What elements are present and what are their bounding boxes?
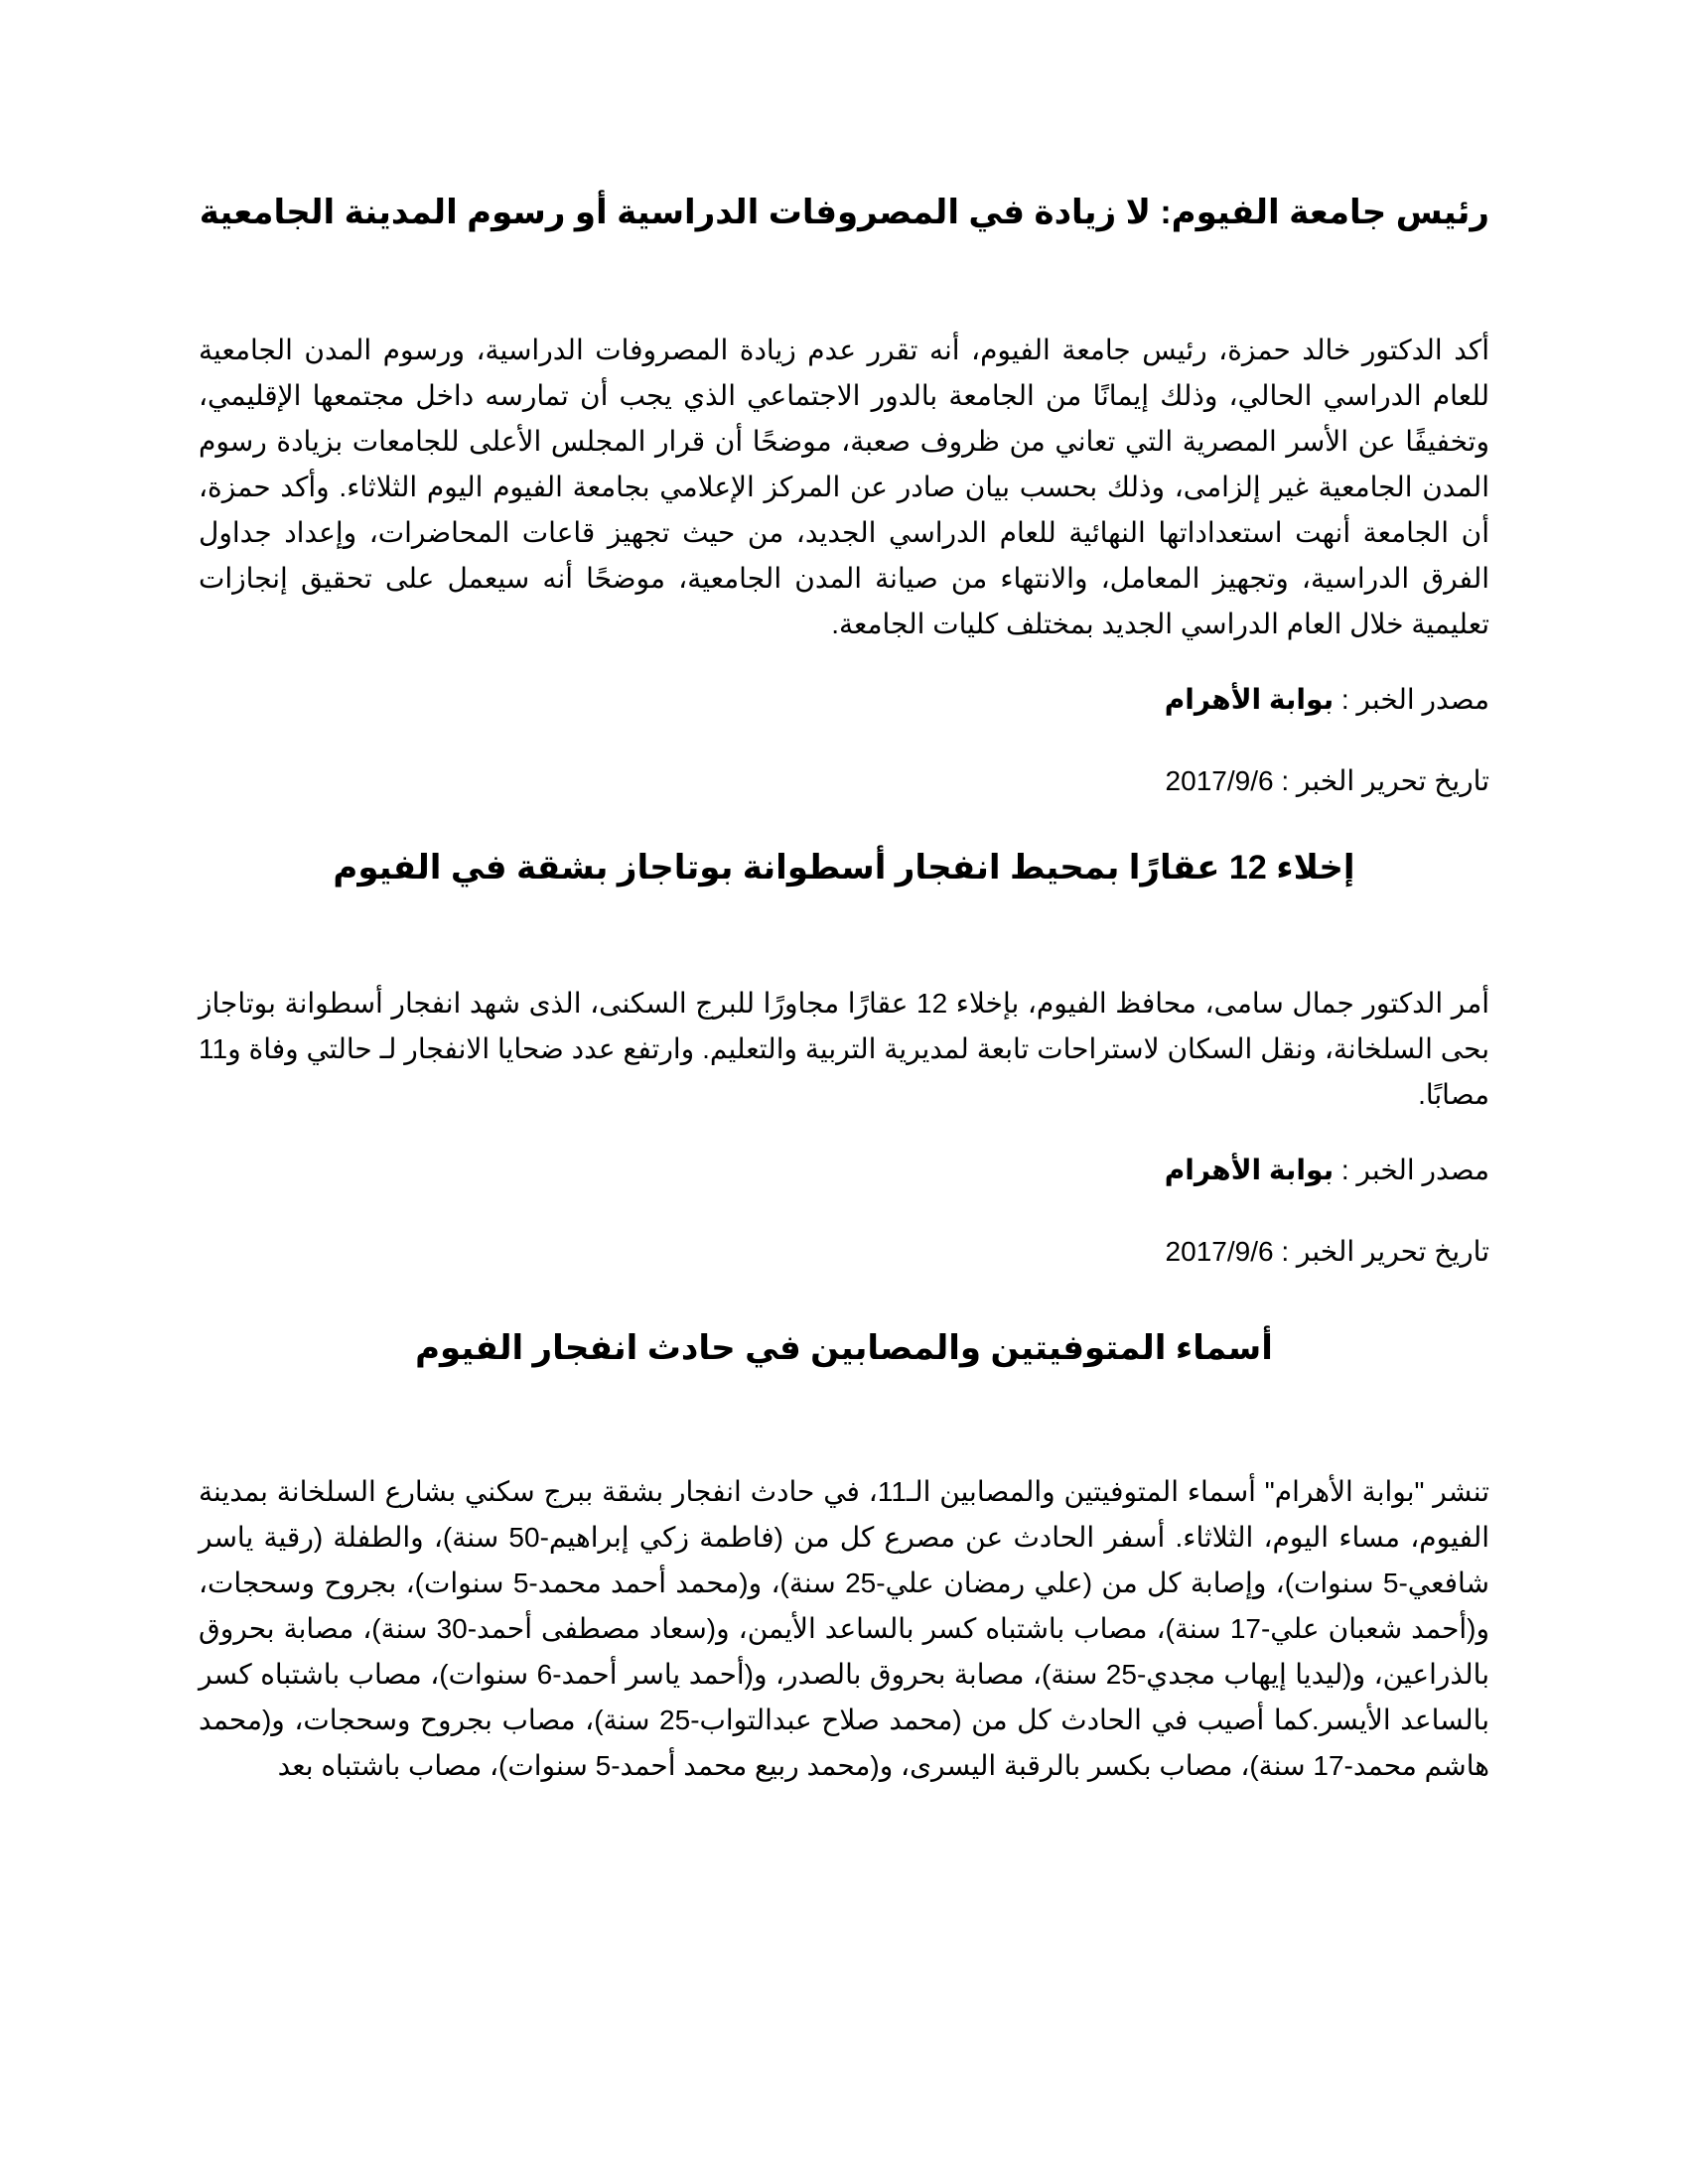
article-2-source: [199, 1148, 1489, 1193]
article-2-body: أمر الدكتور جمال سامى، محافظ الفيوم، بإخلاء 12 عقارًا مجاورًا للبرج السكنى، الذى شهد انفجار أسطوانة بوتاجاز بحى السلخانة، ونقل السكان لاستراحات تابعة لمديرية التربية والتعليم. وارتفع عدد ضحايا الانفجار لـ حالتي وفاة و11 مصابًا.: [199, 988, 1490, 1110]
date-label: تاريخ تحرير الخبر :: [1273, 1236, 1489, 1267]
article-3-title: أسماء المتوفيتين والمصابين في حادث انفجار الفيوم: [415, 1329, 1273, 1367]
source-label: مصدر الخبر :: [1334, 684, 1489, 715]
article-2-date: [199, 1229, 1489, 1275]
article-3-body: تنشر "بوابة الأهرام" أسماء المتوفيتين والمصابين الـ11، في حادث انفجار بشقة ببرج سكني بشارع السلخانة بمدينة الفيوم، مساء اليوم، الثلاثاء. أسفر الحادث عن مصرع كل من (فاطمة زكي إبراهيم-50 سنة)، والطفلة (رقية ياسر شافعي-5 سنوات)، وإصابة كل من (علي رمضان علي-25 سنة)، و(محمد أحمد محمد-5 سنوات)، بجروح وسحجات، و(أحمد شعبان علي-17 سنة)، مصاب باشتباه كسر بالساعد الأيمن، و(سعاد مصطفى أحمد-30 سنة)، مصابة بحروق بالذراعين، و(ليديا إيهاب مجدي-25 سنة)، مصابة بحروق بالصدر، و(أحمد ياسر أحمد-6 سنوات)، مصاب باشتباه كسر بالساعد الأيسر.كما أصيب في الحادث كل من (محمد صلاح عبدالتواب-25 سنة)، مصاب بجروح وسحجات، و(محمد هاشم محمد-17 سنة)، مصاب بكسر بالرقبة اليسرى، و(محمد ربيع محمد أحمد-5 سنوات)، مصاب باشتباه بعد: [199, 1476, 1489, 1781]
article-1-title: رئيس جامعة الفيوم: لا زيادة في المصروفات الدراسية أو رسوم المدينة الجامعية: [199, 194, 1489, 231]
date-label: تاريخ تحرير الخبر :: [1273, 765, 1489, 796]
document-content: [199, 187, 1489, 1789]
article-2-title: إخلاء 12 عقارًا بمحيط انفجار أسطوانة بوتاجاز بشقة في الفيوم: [333, 849, 1355, 887]
source-value: بوابة الأهرام: [1164, 1155, 1335, 1185]
article-1-date: [199, 758, 1489, 804]
date-value: 2017/9/6: [1165, 1236, 1274, 1267]
date-value: 2017/9/6: [1165, 765, 1274, 796]
article-1-body: أكد الدكتور خالد حمزة، رئيس جامعة الفيوم، أنه تقرر عدم زيادة المصروفات الدراسية، ورسوم المدن الجامعية للعام الدراسي الحالي، وذلك إيمانًا من الجامعة بالدور الاجتماعي الذي يجب أن تمارسه داخل مجتمعها الإقليمي، وتخفيفًا عن الأسر المصرية التي تعاني من ظروف صعبة، موضحًا أن قرار المجلس الأعلى للجامعات بزيادة رسوم المدن الجامعية غير إلزامى، وذلك بحسب بيان صادر عن المركز الإعلامي بجامعة الفيوم اليوم الثلاثاء. وأكد حمزة، أن الجامعة أنهت استعداداتها النهائية للعام الدراسي الجديد، من حيث تجهيز قاعات المحاضرات، وإعداد جداول الفرق الدراسية، وتجهيز المعامل، والانتهاء من صيانة المدن الجامعية، موضحًا أنه سيعمل على تحقيق إنجازات تعليمية خلال العام الدراسي الجديد بمختلف كليات الجامعة.: [199, 335, 1489, 639]
source-label: مصدر الخبر :: [1334, 1155, 1489, 1185]
article-1-source: [199, 677, 1489, 723]
source-value: بوابة الأهرام: [1164, 684, 1335, 715]
